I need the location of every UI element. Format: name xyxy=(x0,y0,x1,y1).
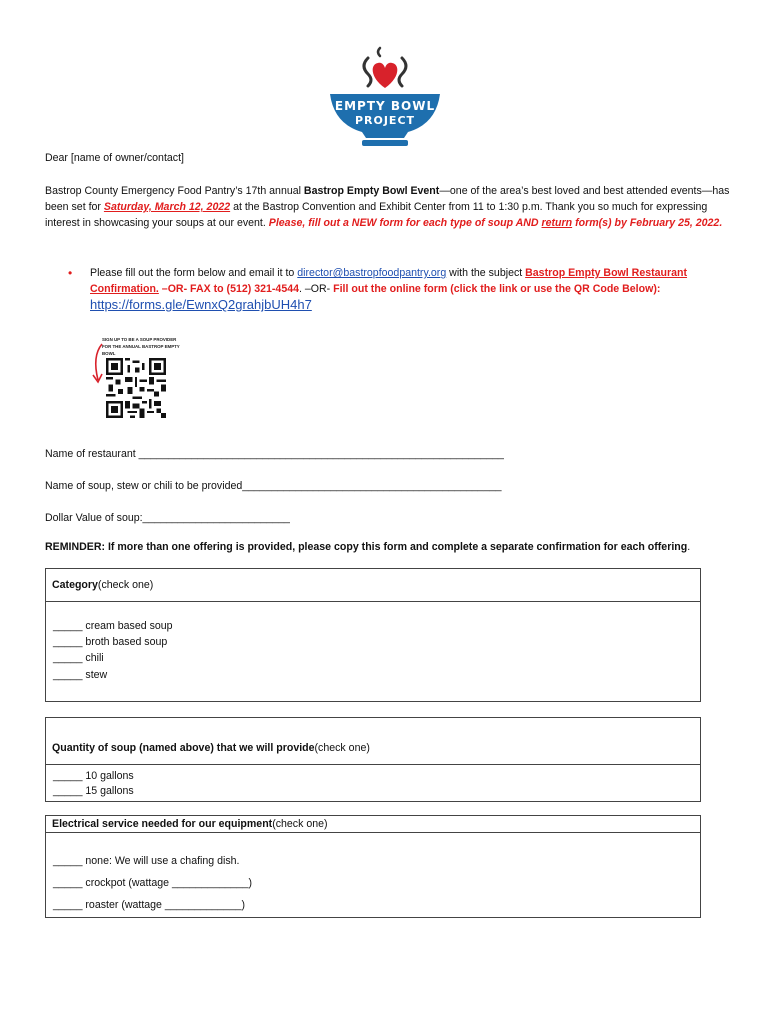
instructions-bullet: Please fill out the form below and email it to director@bastropfoodpantry.org with the subject Bastrop Empty Bowl Restaurant Confirmation. –OR- FAX to (512) 321-4544. –OR- Fill out the online form (click the link or use the QR Code Below): https://forms.gle/EwnxQ2grahjbUH4h7 xyxy=(90,267,688,312)
qr-code-block xyxy=(90,336,180,422)
reminder: REMINDER: If more than one offering is provided, please copy this form and complete a separate confirmation for each offering. xyxy=(45,541,691,553)
email-subject: Bastrop Empty Bowl Restaurant Confirmation. xyxy=(90,267,688,295)
soup-value-field[interactable]: Dollar Value of soup:_________________________ xyxy=(45,512,290,524)
restaurant-name-field[interactable]: Name of restaurant ______________________________________________________________ xyxy=(45,448,504,460)
logo-line1: EMPTY BOWL xyxy=(334,99,436,113)
event-date: Saturday, March 12, 2022 xyxy=(103,201,231,213)
logo-line2: PROJECT xyxy=(354,114,416,127)
greeting: Dear [name of owner/contact] xyxy=(45,152,184,164)
quantity-option-10[interactable]: _____ 10 gallons xyxy=(53,770,134,782)
quantity-box xyxy=(45,717,701,802)
electrical-box xyxy=(45,815,701,918)
event-name: Bastrop Empty Bowl Event xyxy=(303,185,440,197)
category-option-cream[interactable]: _____ cream based soup xyxy=(53,620,173,632)
electrical-header: Electrical service needed for our equipment (check one) xyxy=(46,816,700,833)
qr-caption: SIGN UP TO BE A SOUP PROVIDER FOR THE ANNUAL BASTROP EMPTY BOWL xyxy=(102,337,180,356)
quantity-header: Quantity of soup (named above) that we will provide (check one) xyxy=(46,718,700,765)
category-option-broth[interactable]: _____ broth based soup xyxy=(53,636,168,648)
online-form-link[interactable]: https://forms.gle/EwnxQ2grahjbUH4h7 xyxy=(90,297,312,312)
electrical-option-crockpot[interactable]: _____ crockpot (wattage _____________) xyxy=(53,877,253,889)
soup-name-field[interactable]: Name of soup, stew or chili to be provided____________________________________________ xyxy=(45,480,502,492)
heart-icon xyxy=(373,63,398,88)
electrical-option-none[interactable]: _____ none: We will use a chafing dish. xyxy=(53,855,240,867)
category-header: Category (check one) xyxy=(46,569,700,602)
empty-bowl-logo xyxy=(326,44,444,150)
intro-paragraph: Bastrop County Emergency Food Pantry’s 17th annual Bastrop Empty Bowl Event—one of the area’s best loved and best attended events—has been set for Saturday, March 12, 2022 at the Bastrop Convention and Exhibit Center from 11 to 1:30 p.m. Thank you so much for expressing interest in showcasing your soups at our event. Please, fill out a NEW form for each type of soup AND return form(s) by February 25, 2022. xyxy=(45,185,730,229)
email-link[interactable]: director@bastropfoodpantry.org xyxy=(297,267,447,279)
category-option-chili[interactable]: _____ chili xyxy=(53,652,104,664)
bullet-dot: • xyxy=(68,266,73,280)
qr-code[interactable] xyxy=(106,358,166,418)
category-option-stew[interactable]: _____ stew xyxy=(53,669,108,681)
quantity-option-15[interactable]: _____ 15 gallons xyxy=(53,785,134,797)
category-box xyxy=(45,568,701,702)
electrical-option-roaster[interactable]: _____ roaster (wattage _____________) xyxy=(53,899,246,911)
